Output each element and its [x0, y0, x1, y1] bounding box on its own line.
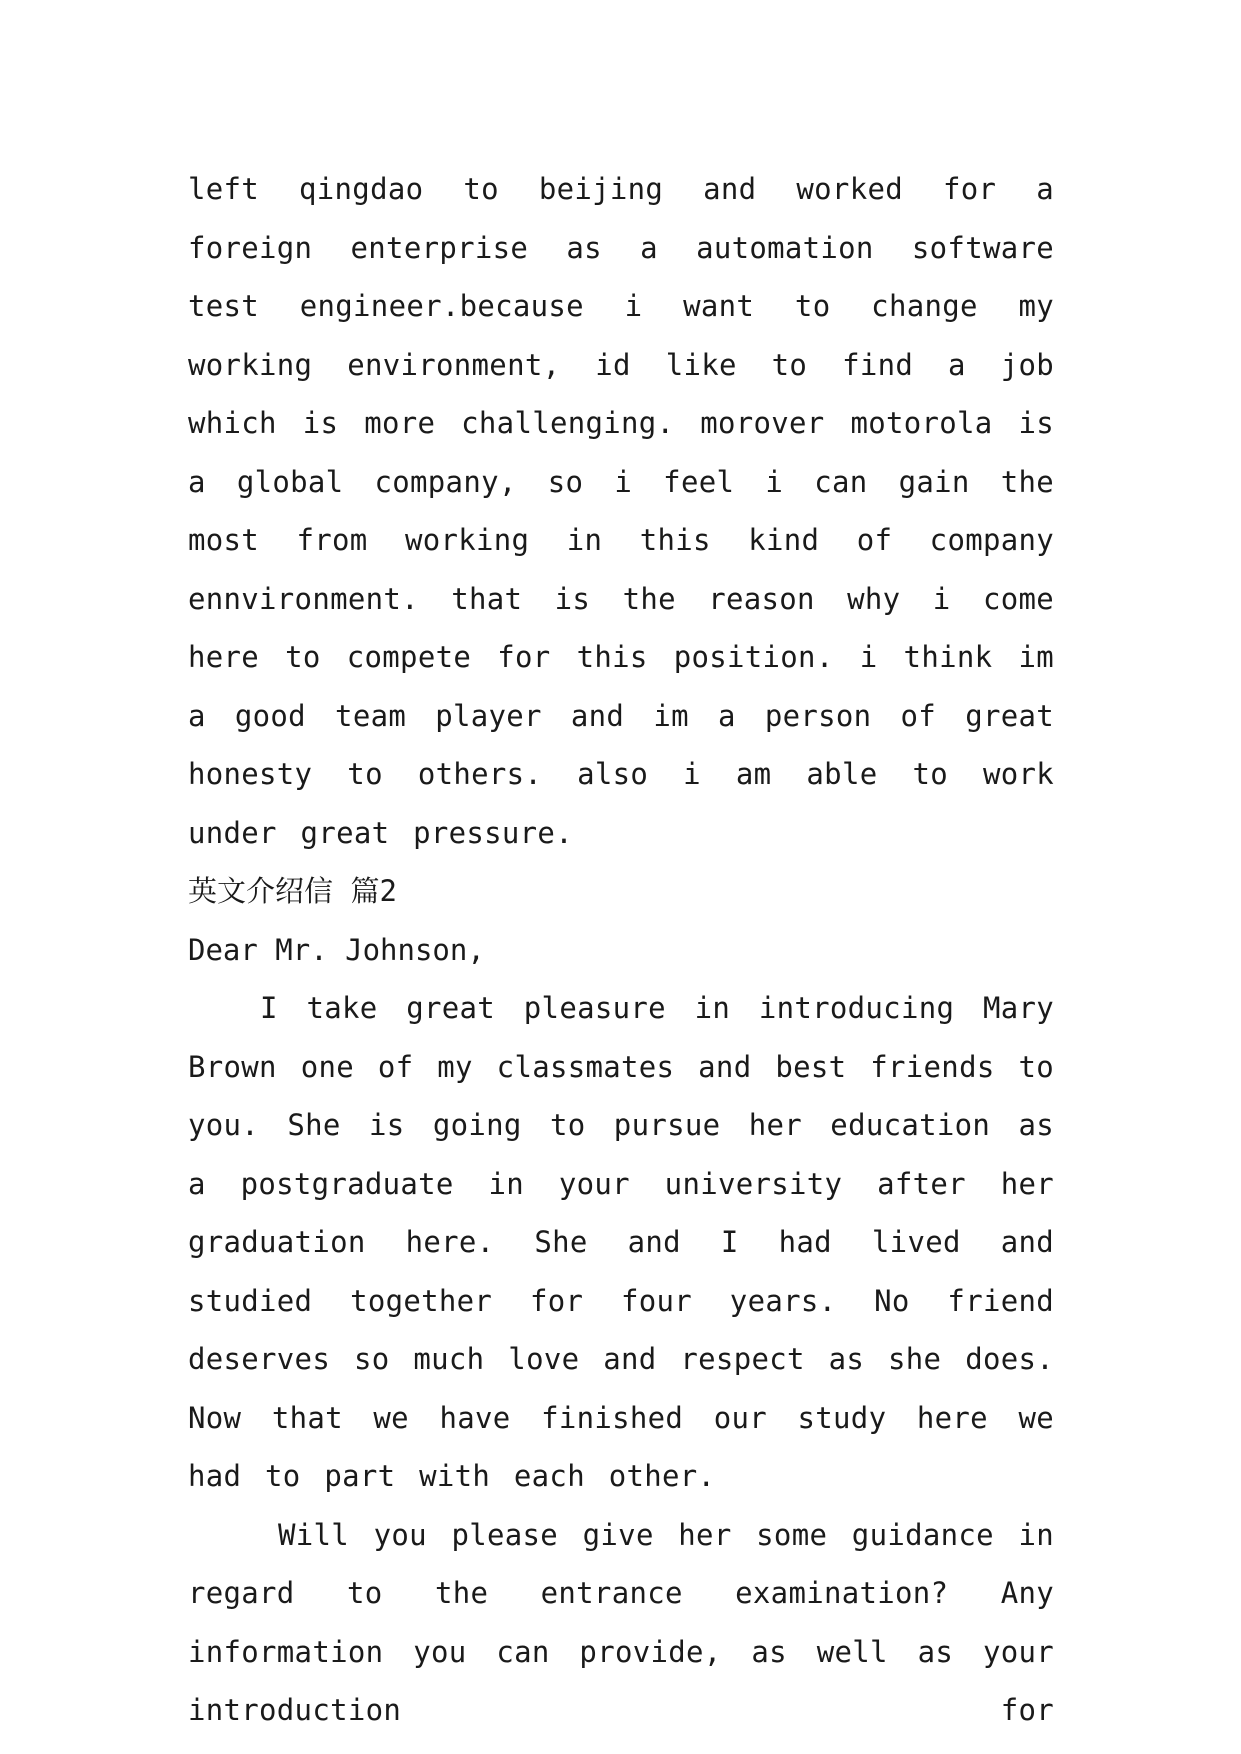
body-paragraph: left qingdao to beijing and worked for a foreign enterprise as a automation software test engineer.because i want to change my working environment, id like to find a job which is more challenging. morover motorola is a global company, so i feel i can gain the most from working in this kind of company ennvironment. that is the reason why i come here to compete for this position. i think im a good team player and im a person of great honesty to others. also i am able to work under great pressure.: [188, 172, 1054, 850]
body-paragraph: Will you please give her some guidance in regard to the entrance examination? Any information you can provide, as well as your introduction for: [188, 1517, 1054, 1727]
section-heading: 英文介绍信 篇2: [188, 874, 397, 908]
body-paragraph: I take great pleasure in introducing Mary Brown one of my classmates and best friends to you. She is going to pursue her education as a postgraduate in your university after her graduation here. She and I had lived and studied together for four years. No friend deserves so much love and respect as she does. Now that we have finished our study here we had to part with each other.: [188, 991, 1054, 1493]
letter-salutation: Dear Mr. Johnson,: [188, 932, 485, 967]
document-page: [188, 160, 1054, 1740]
